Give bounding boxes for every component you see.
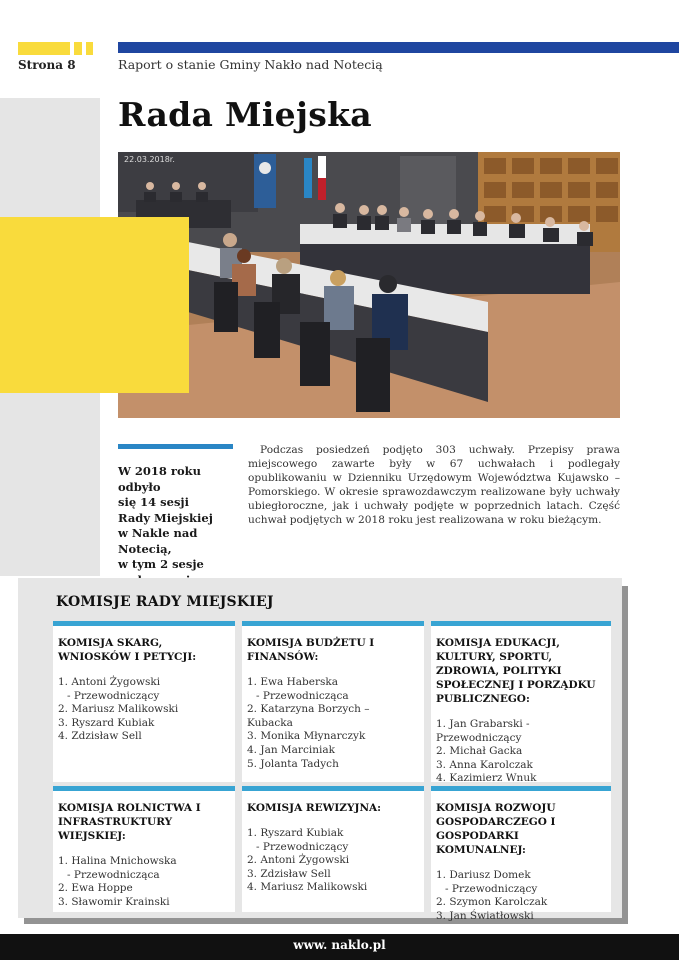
commission-card <box>242 621 424 782</box>
member-item: 1. Halina Mnichowska <box>58 855 177 867</box>
commission-members <box>58 855 227 909</box>
photo-date-stamp: 22.03.2018r. <box>124 155 175 164</box>
member-item: 3. Zdzisław Sell <box>247 867 331 880</box>
member-item: 4. Mariusz Malikowski <box>247 881 368 894</box>
header-accent-bar <box>18 42 70 55</box>
member-role: - Przewodniczący <box>67 689 160 702</box>
commission-title: KOMISJA SKARG, WNIOSKÓW I PETYCJI: <box>58 637 197 663</box>
commission-title: KOMISJA ROLNICTWA I INFRASTRUKTURY WIEJSKIEJ: <box>58 802 201 842</box>
member-item: 1. Ewa Haberska <box>247 676 338 688</box>
member-item: 2. Katarzyna Borzych – Kubacka <box>247 703 370 729</box>
footer-url[interactable]: www. naklo.pl <box>293 938 386 952</box>
header-accent-bar-small <box>86 42 93 55</box>
member-item: 3. Ryszard Kubiak <box>58 716 155 729</box>
commission-card <box>431 621 611 785</box>
member-item: 3. Monika Młynarczyk <box>247 730 366 743</box>
member-role: - Przewodnicząca <box>67 868 160 881</box>
commission-title: KOMISJA ROZWOJU GOSPODARCZEGO I GOSPODARKI KOMUNALNEJ: <box>436 802 556 856</box>
yellow-decoration-block <box>0 217 189 393</box>
member-item: 4. Jan Marciniak <box>247 743 335 756</box>
commission-title: KOMISJA REWIZYJNA: <box>247 802 382 814</box>
commission-card <box>53 621 235 782</box>
header-blue-bar <box>118 42 679 53</box>
commissions-title: KOMISJE RADY MIEJSKIEJ <box>56 594 274 610</box>
commission-members <box>58 676 227 744</box>
commission-title: KOMISJA BUDŻETU I FINANSÓW: <box>247 637 375 663</box>
commission-members <box>247 827 416 895</box>
intro-line: się 14 sesji <box>118 495 189 509</box>
member-item: 3. Sławomir Krainski <box>58 895 170 908</box>
member-item: 2. Michał Gacka <box>436 745 523 758</box>
intro-line: Rady Miejskiej <box>118 510 213 525</box>
intro-line: w Nakle nad Notecią, <box>118 526 198 556</box>
intro-line: w tym 2 sesje <box>118 557 204 571</box>
report-title: Raport o stanie Gminy Nakło nad Notecią <box>118 57 383 72</box>
member-item: 1. Dariusz Domek <box>436 869 531 881</box>
member-item: 1. Ryszard Kubiak <box>247 827 344 839</box>
member-item: 2. Ewa Hoppe <box>58 882 133 895</box>
member-item: 2. Antoni Żygowski <box>247 854 350 867</box>
member-item: 3. Jan Światłowski <box>436 909 534 922</box>
commission-card <box>242 786 424 912</box>
member-item: 2. Mariusz Malikowski <box>58 703 179 716</box>
intro-paragraph: Podczas posiedzeń podjęto 303 uchwały. Przepisy prawa miejscowego zawarte były w 67 uchwałach i podlegały opublikowaniu w Dzienniku Urzędowym Województwa Kujawsko – Pomorskiego. W okresie sprawozdawczym realizowane były uchwały ubiegłoroczne, jak i uchwały podjęte w poprzednich latach. Część uchwał podjętych w 2018 roku jest realizowana w roku bieżącym. <box>248 444 620 526</box>
commission-members <box>436 869 603 923</box>
member-item: 1. Jan Grabarski - Przewodniczący <box>436 718 530 744</box>
intro-summary <box>118 464 230 588</box>
intro-accent-bar <box>118 444 233 449</box>
intro-line: W 2018 roku odbyło <box>118 464 201 494</box>
commission-members <box>247 676 416 771</box>
member-item: 3. Anna Karolczak <box>436 758 533 771</box>
commission-card <box>53 786 235 912</box>
page-number: Strona 8 <box>18 58 76 72</box>
member-item: 1. Antoni Żygowski <box>58 676 161 688</box>
member-role: - Przewodniczący <box>256 840 349 853</box>
council-session-photo <box>118 152 620 418</box>
member-item: 2. Szymon Karolczak <box>436 896 548 909</box>
member-item: 4. Kazimierz Wnuk <box>436 772 537 785</box>
member-item: 5. Jolanta Tadych <box>247 757 339 770</box>
member-item: 4. Zdzisław Sell <box>58 730 142 743</box>
member-role: - Przewodniczący <box>445 882 538 895</box>
header-accent-bar-small <box>74 42 82 55</box>
member-role: - Przewodnicząca <box>256 689 349 702</box>
page-title: Rada Miejska <box>118 95 372 134</box>
commission-card <box>431 786 611 922</box>
commission-title: KOMISJA EDUKACJI, KULTURY, SPORTU, ZDROWIA, POLITYKI SPOŁECZNEJ I PORZĄDKU PUBLICZNEGO: <box>436 637 596 705</box>
